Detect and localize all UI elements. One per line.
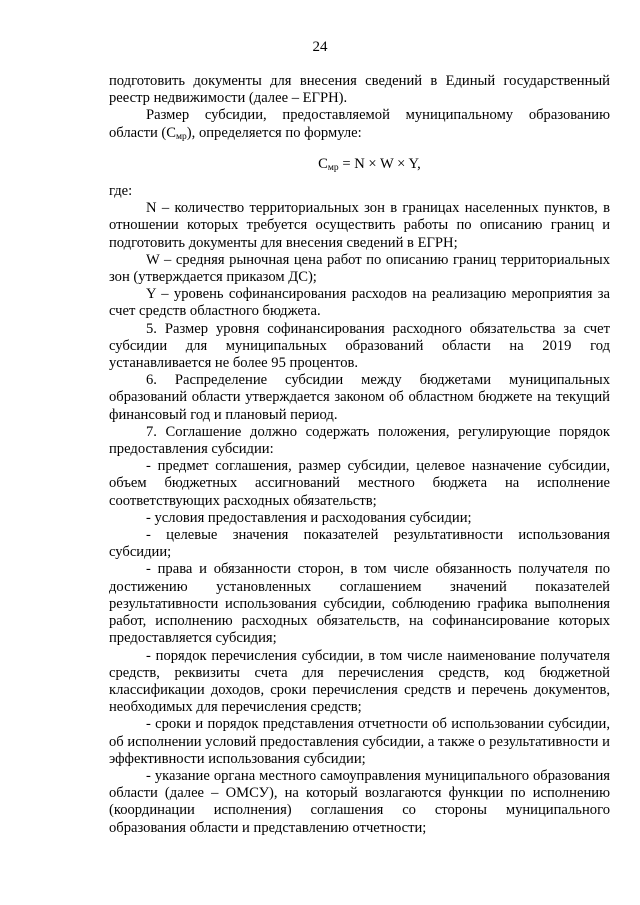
- formula-subscript: мр: [327, 162, 339, 173]
- page-number: 24: [312, 39, 328, 55]
- subsidy-size-subscript: мр: [176, 131, 187, 142]
- where-label: где:: [109, 183, 133, 200]
- subsidy-size-text-end: ), определяется по формуле:: [186, 124, 362, 141]
- document-body: [109, 73, 610, 837]
- bullet-item: - сроки и порядок представления отчетности об использовании субсидии, об исполнении условий предоставления субсидии, а также о результативности и эффективности использования субсидии;: [109, 716, 610, 767]
- paragraph-egrn-intro: подготовить документы для внесения сведений в Единый государственный реестр недвижимости (далее – ЕГРН).: [109, 73, 610, 107]
- bullet-item: - порядок перечисления субсидии, в том числе наименование получателя средств, реквизиты счета для перечисления средств, код бюджетной классификации доходов, сроки перечисления средств и перечень документов, необходимых для перечисления средств;: [109, 647, 610, 716]
- paragraph-subsidy-size: [109, 107, 610, 141]
- bullet-item: - условия предоставления и расходования субсидии;: [146, 509, 472, 526]
- definition-w: W – средняя рыночная цена работ по описанию границ территориальных зон (утверждается приказом ДС);: [109, 251, 610, 286]
- bullet-item: - предмет соглашения, размер субсидии, целевое назначение субсидии, объем бюджетных ассигнований местного бюджета на исполнение соответствующих расходных обязательств;: [109, 458, 610, 509]
- formula: [109, 156, 610, 173]
- bullet-item: - целевые значения показателей результативности использования субсидии;: [109, 527, 610, 561]
- bullet-item: - права и обязанности сторон, в том числе обязанность получателя по достижению установленных соглашением значений показателей результативности использования субсидии, соблюдению графика выполнения работ, исполнению расходных обязательств, на софинансирование которых предоставляется субсидия;: [109, 561, 610, 647]
- formula-expression: = N × W × Y,: [338, 155, 421, 172]
- definition-n: N – количество территориальных зон в границах населенных пунктов, в отношении которых требуется осуществить работы по описанию границ и подготовить документы для внесения сведений в ЕГРН;: [109, 200, 610, 251]
- paragraph-item-6: 6. Распределение субсидии между бюджетами муниципальных образований области утверждается законом об областном бюджете на текущий финансовый год и плановый период.: [109, 372, 610, 423]
- paragraph-item-5: 5. Размер уровня софинансирования расходного обязательства за счет субсидии для муниципальных образований области на 2019 год устанавливается не более 95 процентов.: [109, 320, 610, 372]
- subsidy-size-text: Размер субсидии, предоставляемой муниципальному образованию области (С: [109, 107, 610, 141]
- formula-symbol: С: [318, 155, 328, 172]
- bullet-item: - указание органа местного самоуправления муниципального образования области (далее – ОМСУ), на который возлагаются функции по исполнению (координации исполнения) соглашения со стороны муниципального образования области и представлению отчетности;: [109, 767, 610, 836]
- definition-y: Y – уровень софинансирования расходов на реализацию мероприятия за счет средств областного бюджета.: [109, 286, 610, 320]
- paragraph-item-7: 7. Соглашение должно содержать положения, регулирующие порядок предоставления субсидии:: [109, 423, 610, 458]
